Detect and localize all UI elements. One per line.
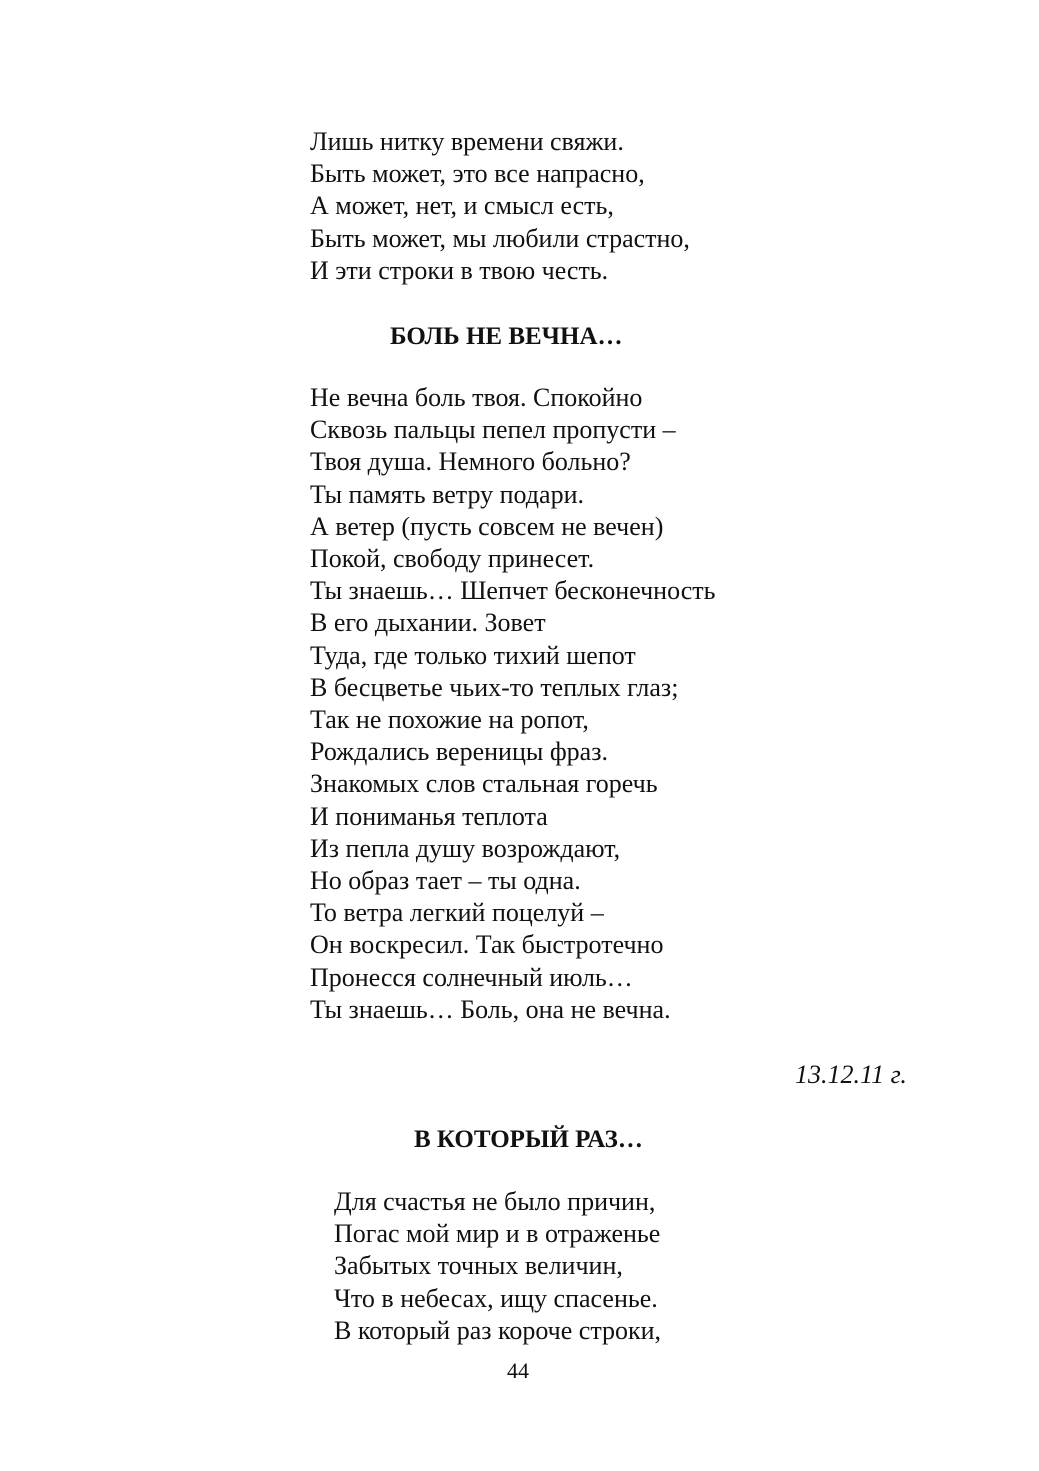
poem-line: Быть может, мы любили страстно, [310, 223, 690, 253]
poem-pain-stanza [310, 382, 716, 1026]
poem-line: Ты память ветру подари. [310, 479, 584, 509]
poem-line: Лишь нитку времени свяжи. [310, 127, 624, 156]
poem-line: Погас мой мир и в отраженье [334, 1219, 661, 1249]
poem-line: Для счастья не было причин, [334, 1187, 656, 1216]
poem-line: Из пепла душу возрождают, [310, 833, 621, 863]
poem-line: Твоя душа. Немного больно? [310, 447, 631, 477]
poem-line: Так не похожие на ропот, [310, 705, 589, 735]
poem-line: То ветра легкий поцелуй – [310, 898, 604, 928]
poem-line: И пониманья теплота [310, 801, 548, 831]
poem-line: Что в небесах, ищу спасенье. [334, 1283, 658, 1313]
poem-line: А может, нет, и смысл есть, [310, 191, 614, 221]
poem-line: А ветер (пусть совсем не вечен) [310, 511, 664, 541]
page-number: 44 [507, 1358, 529, 1383]
poem-title-pain: БОЛЬ НЕ ВЕЧНА… [390, 323, 623, 350]
poem-line: В его дыхании. Зовет [310, 608, 546, 638]
poem-line: Пронесся солнечный июль… [310, 962, 633, 992]
poem-line: Он воскресил. Так быстротечно [310, 930, 664, 960]
poem-next-stanza [334, 1186, 661, 1347]
poem-line: Но образ тает – ты одна. [310, 866, 581, 896]
poem-line: Знакомых слов стальная горечь [310, 769, 658, 799]
poem-line: Быть может, это все напрасно, [310, 159, 645, 189]
poem-line: Не вечна боль твоя. Спокойно [310, 383, 643, 412]
poem-top-stanza [310, 126, 690, 287]
poem-line: В бесцветье чьих-то теплых глаз; [310, 672, 679, 702]
poem-line: И эти строки в твою честь. [310, 255, 609, 285]
poem-line: Рождались вереницы фраз. [310, 737, 608, 767]
poem-line: В который раз короче строки, [334, 1315, 662, 1345]
poem-line: Ты знаешь… Шепчет бесконечность [310, 576, 716, 606]
poem-line: Ты знаешь… Боль, она не вечна. [310, 994, 671, 1024]
poem-line: Покой, свободу принесет. [310, 544, 595, 574]
poem-line: Туда, где только тихий шепот [310, 640, 636, 670]
poem-line: Забытых точных величин, [334, 1251, 623, 1281]
poem-title-next: В КОТОРЫЙ РАЗ… [414, 1126, 643, 1153]
poem-date: 13.12.11 г. [795, 1060, 907, 1089]
poem-line: Сквозь пальцы пепел пропусти – [310, 415, 676, 445]
